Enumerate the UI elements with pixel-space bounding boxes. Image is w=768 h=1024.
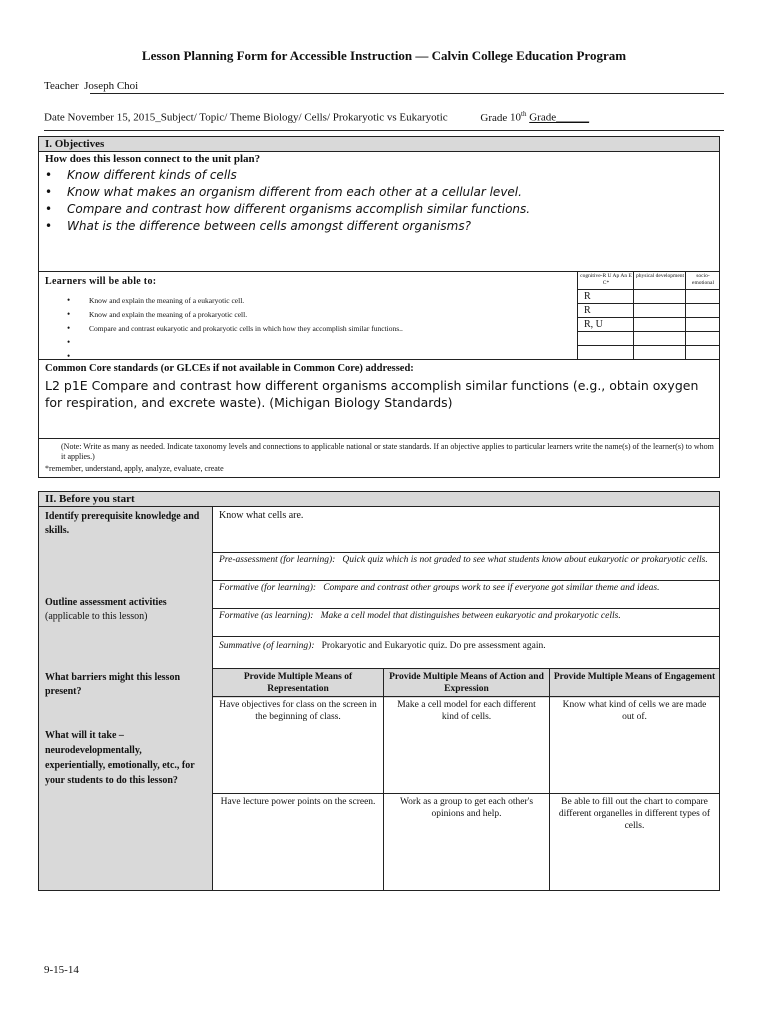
subject-label: _Subject/ Topic/ Theme — [155, 111, 261, 124]
objectives-note: (Note: Write as many as needed. Indicate taxonomy levels and connections to applicable national or state standards. If an objective applies to particular learners write the name(s) of the learner(s) to whom it applies.) — [61, 442, 714, 461]
barriers-question: What barriers might this lesson present? — [45, 672, 180, 697]
barriers-requirements-question: What will it take – neurodevelopmentally, experientially, emotionally, etc., for your students to do this lesson? — [45, 730, 195, 786]
page-footer-date: 9-15-14 — [44, 964, 79, 976]
list-item[interactable]: • Compare and contrast eukaryotic and prokaryotic cells in which how they accomplish similar functions.. — [67, 321, 403, 335]
list-item[interactable] — [67, 349, 403, 363]
common-core-header: Common Core standards (or GLCEs if not available in Common Core) addressed: — [45, 363, 414, 374]
column-header-cognitive: cognitive-R U Ap An E C* — [580, 273, 632, 286]
unit-plan-question: How does this lesson connect to the unit plan? — [45, 153, 261, 165]
divider — [39, 438, 719, 439]
objectives-header: I. Objectives — [39, 137, 719, 152]
taxonomy-footnote: *remember, understand, apply, analyze, evaluate, create — [45, 464, 224, 473]
date-underline — [44, 130, 724, 131]
date-value[interactable]: November 15, 2015 — [67, 111, 156, 124]
divider — [577, 345, 719, 346]
taxonomy-cell[interactable]: R — [584, 291, 591, 302]
learners-header: Learners will be able to: — [45, 276, 157, 287]
before-header: II. Before you start — [39, 492, 719, 507]
date-subject-row — [44, 110, 589, 124]
grade-label: Grade — [480, 111, 508, 124]
list-item[interactable]: • What is the difference between cells amongst different organisms? — [45, 218, 530, 235]
assessment-text: Quick quiz which is not graded to see what students know about eukaryotic or prokaryotic cells. — [342, 555, 708, 565]
learners-list — [67, 293, 403, 363]
pre-assessment-row[interactable] — [213, 552, 731, 568]
assessment-kind: Formative (for learning): — [219, 583, 317, 593]
assess-label: Outline assessment activities — [45, 597, 167, 608]
teacher-label: Teacher — [44, 80, 79, 92]
list-item[interactable]: • Compare and contrast how different organisms accomplish similar functions. — [45, 201, 530, 218]
assessment-kind: Summative (of learning): — [219, 641, 315, 651]
date-label: Date — [44, 111, 65, 124]
objectives-section — [38, 136, 720, 478]
table-cell[interactable]: Make a cell model for each different kind of cells. — [397, 700, 536, 722]
divider — [39, 359, 719, 360]
summative-row[interactable] — [213, 638, 731, 654]
assess-sublabel: (applicable to this lesson) — [45, 611, 148, 622]
assessment-kind: Pre-assessment (for learning): — [219, 555, 336, 565]
prereq-value[interactable]: Know what cells are. — [219, 510, 304, 521]
means-header-action: Provide Multiple Means of Action and Expression — [384, 669, 549, 698]
page-title: Lesson Planning Form for Accessible Instruction — Calvin College Education Program — [141, 48, 627, 63]
grade-value[interactable]: 10 — [510, 111, 522, 124]
column-header-socio: socio-emotional — [692, 273, 714, 286]
divider — [39, 271, 719, 272]
means-header-engagement: Provide Multiple Means of Engagement — [550, 669, 719, 698]
table-cell[interactable]: Have objectives for class on the screen in the beginning of class. — [219, 700, 377, 722]
divider — [577, 317, 719, 318]
grade-sup: th — [521, 110, 527, 118]
teacher-name[interactable]: Joseph Choi — [84, 80, 139, 92]
taxonomy-cell[interactable]: R, U — [584, 319, 603, 330]
assessment-text: Compare and contrast other groups work to see if everyone got similar theme and ideas. — [323, 583, 660, 593]
divider — [577, 331, 719, 332]
subject-value[interactable]: Biology/ Cells/ Prokaryotic vs Eukaryotic — [263, 111, 448, 124]
divider — [577, 289, 719, 290]
table-cell[interactable]: Be able to fill out the chart to compare different organelles in different types of cells. — [558, 797, 711, 831]
divider — [212, 636, 719, 637]
assessment-kind: Formative (as learning): — [219, 611, 314, 621]
list-item[interactable]: • Know and explain the meaning of a eukaryotic cell. — [67, 293, 403, 307]
list-item[interactable]: • Know different kinds of cells — [45, 167, 530, 184]
formative-for-row[interactable] — [213, 580, 731, 596]
list-item[interactable] — [67, 335, 403, 349]
table-cell[interactable]: Work as a group to get each other's opinions and help. — [399, 797, 534, 819]
before-you-start-section — [38, 491, 720, 891]
teacher-underline — [90, 93, 724, 94]
divider — [577, 303, 719, 304]
column-header-physical: physical development — [635, 273, 685, 279]
table-cell[interactable]: Have lecture power points on the screen. — [220, 797, 376, 807]
list-item[interactable]: • Know what makes an organism different from each other at a cellular level. — [45, 184, 530, 201]
common-core-text[interactable]: L2 p1E Compare and contrast how different organisms accomplish similar functions (e.g., obtain oxygen for respiration, and excrete waste). (Michigan Biology Standards) — [45, 378, 699, 410]
grade-suffix: Grade______ — [529, 111, 590, 124]
objectives-list — [45, 167, 530, 235]
prereq-label: Identify prerequisite knowledge and skills. — [45, 511, 200, 536]
taxonomy-cell[interactable]: R — [584, 305, 591, 316]
means-header-representation: Provide Multiple Means of Representation — [213, 669, 383, 698]
formative-as-row[interactable] — [213, 608, 731, 624]
table-cell[interactable]: Know what kind of cells we are made out of. — [562, 700, 707, 722]
list-item[interactable]: • Know and explain the meaning of a prokaryotic cell. — [67, 307, 403, 321]
assessment-text: Prokaryotic and Eukaryotic quiz. Do pre assessment again. — [321, 641, 546, 651]
teacher-row — [44, 80, 138, 92]
assessment-text: Make a cell model that distinguishes between eukaryotic and prokaryotic cells. — [320, 611, 621, 621]
